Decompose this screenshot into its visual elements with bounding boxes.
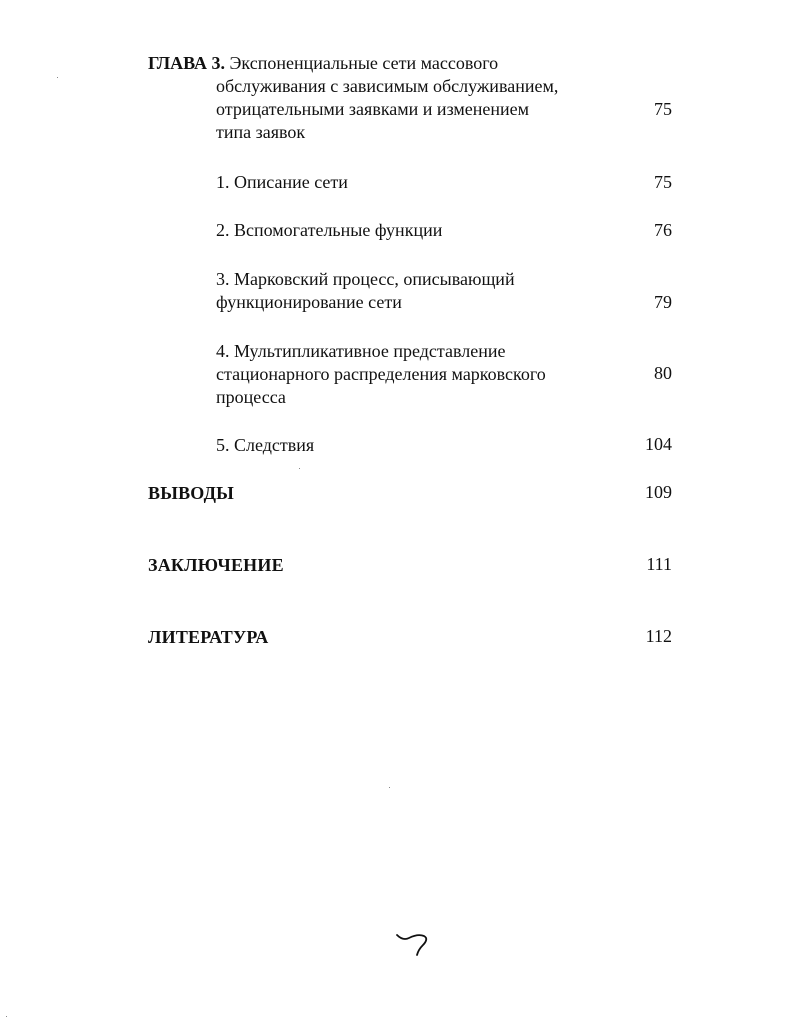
scan-speck — [299, 468, 300, 469]
toc-section-4-page-number: 80 — [654, 363, 672, 383]
toc-section-3-line-1: 3. Марковский процесс, описывающий — [216, 269, 515, 289]
chapter-3-label: ГЛАВА 3. — [148, 53, 226, 73]
toc-summary-title: ЗАКЛЮЧЕНИЕ — [148, 555, 284, 575]
chapter-3-page-number: 75 — [654, 99, 672, 119]
toc-section-3 — [216, 268, 616, 314]
toc-section-2 — [216, 219, 616, 242]
chapter-3-title-line-2: обслуживания с зависимым обслуживанием, — [216, 76, 559, 96]
toc-conclusions-title: ВЫВОДЫ — [148, 483, 235, 503]
chapter-3-title-line-4: типа заявок — [216, 122, 306, 142]
scan-speck — [389, 787, 390, 788]
scan-speck — [6, 1016, 7, 1017]
toc-section-4-line-1: 4. Мультипликативное представление — [216, 341, 506, 361]
toc-references-title: ЛИТЕРАТУРА — [148, 627, 269, 647]
toc-conclusions-page-number: 109 — [645, 482, 672, 502]
handwritten-page-mark — [395, 930, 431, 958]
toc-section-4 — [216, 340, 616, 409]
toc-summary-page-number: 111 — [646, 554, 672, 574]
toc-section-3-page-number: 79 — [654, 292, 672, 312]
toc-section-1 — [216, 171, 616, 194]
toc-section-1-page-number: 75 — [654, 172, 672, 192]
toc-section-5 — [216, 434, 616, 457]
toc-section-1-line-1: 1. Описание сети — [216, 172, 348, 192]
chapter-3-title — [148, 52, 608, 144]
toc-section-3-line-2: функционирование сети — [216, 292, 402, 312]
toc-section-4-line-2: стационарного распределения марковского — [216, 364, 546, 384]
toc-section-2-line-1: 2. Вспомогательные функции — [216, 220, 443, 240]
toc-section-2-page-number: 76 — [654, 220, 672, 240]
toc-section-4-line-3: процесса — [216, 387, 286, 407]
chapter-3-title-line-1: Экспоненциальные сети массового — [229, 53, 499, 73]
chapter-3-title-line-3: отрицательными заявками и изменением — [216, 99, 530, 119]
scan-speck — [57, 77, 58, 78]
toc-section-5-page-number: 104 — [645, 434, 672, 454]
toc-section-5-line-1: 5. Следствия — [216, 435, 315, 455]
toc-references-page-number: 112 — [645, 626, 672, 646]
